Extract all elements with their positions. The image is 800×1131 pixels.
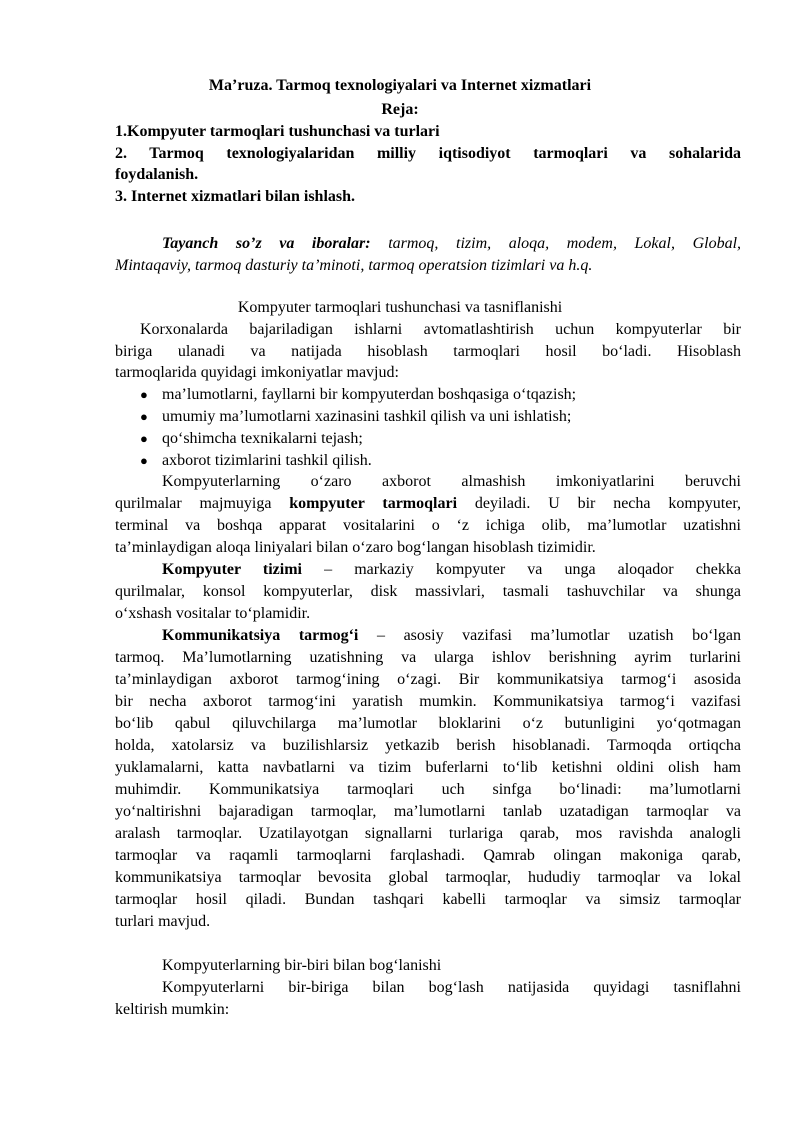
bullet-icon: ● bbox=[140, 453, 148, 468]
section1-p3-line1 bbox=[162, 560, 741, 580]
section1-p4-line: yuklamalarni, katta navbatlarni va tizim buferlarni to‘lib ketishni oldini olish ham bbox=[115, 759, 741, 776]
section1-p1-line1: Korxonalarda bajariladigan ishlarni avtomatlashtirish uchun kompyuterlar bir bbox=[140, 321, 741, 338]
text-run: qurilmalar majmuyiga bbox=[115, 495, 290, 512]
text-run: deyiladi. U bir necha kompyuter, bbox=[457, 495, 742, 512]
section1-p1-line2: biriga ulanadi va natijada hisoblash tarmoqlari hosil bo‘ladi. Hisoblash bbox=[115, 343, 741, 360]
section1-heading: Kompyuter tarmoqlari tushunchasi va tasniflanishi bbox=[237, 299, 563, 316]
plan-item-1: 1.Kompyuter tarmoqlari tushunchasi va turlari bbox=[115, 123, 440, 140]
keywords-line2: Mintaqaviy, tarmoq dasturiy ta’minoti, tarmoq operatsion tizimlari va h.q. bbox=[115, 257, 593, 274]
bullet-icon: ● bbox=[140, 409, 148, 424]
plan-item-3: 3. Internet xizmatlari bilan ishlash. bbox=[115, 188, 356, 205]
bullet-icon: ● bbox=[140, 387, 148, 402]
text-run: – markaziy kompyuter va unga aloqador chekka bbox=[302, 561, 742, 578]
keywords-label: Tayanch so’z va iboralar: bbox=[162, 235, 371, 252]
section1-p4-line: tarmoqlar va raqamli tarmoqlarni farqlashadi. Qamrab olingan makoniga qarab, bbox=[115, 847, 741, 864]
section1-p4-line: yo‘naltirishni bajaradigan tarmoqlar, ma’lumotlarni tanlab uzatadigan tarmoqlar va bbox=[115, 803, 741, 820]
plan-item-2-line1: 2. Tarmoq texnologiyalaridan milliy iqtisodiyot tarmoqlari va sohalarida bbox=[115, 145, 741, 162]
section1-p2-line3: terminal va boshqa apparat vositalarini o ‘z ichiga olib, ma’lumotlar uzatishni bbox=[115, 517, 741, 534]
bullet-icon: ● bbox=[140, 431, 148, 446]
section1-p4-line: bo‘lib qabul qiluvchilarga ma’lumotlar bloklarini o‘z butunligini yo‘qotmagan bbox=[115, 715, 741, 732]
keywords-line1 bbox=[162, 234, 741, 254]
section1-p4-line: bir necha axborot tarmog‘ini yaratish mumkin. Kommunikatsiya tarmog‘i vazifasi bbox=[115, 693, 741, 710]
section1-p4-line: kommunikatsiya tarmoqlar bevosita global tarmoqlar, hududiy tarmoqlar va lokal bbox=[115, 869, 741, 886]
section1-p1-line3: tarmoqlarida quyidagi imkoniyatlar mavjud: bbox=[115, 364, 399, 381]
plan-item-2-line2: foydalanish. bbox=[115, 166, 199, 183]
section1-p4-line: tarmoq. Ma’lumotlarning uzatishning va ularga ishlov berishning ayrim turlarini bbox=[115, 649, 741, 666]
section1-p4-line: ta’minlaydigan axborot tarmog‘ining o‘zagi. Bir kommunikatsiya tarmog‘i asosida bbox=[115, 671, 741, 688]
section1-p3-line2: qurilmalar, konsol kompyuterlar, disk massivlari, tasmali tashuvchilar va shunga bbox=[115, 583, 741, 600]
bullet-item: ma’lumotlarni, fayllarni bir kompyuterdan boshqasiga o‘tqazish; bbox=[162, 386, 577, 403]
section2-heading: Kompyuterlarning bir-biri bilan bog‘lanishi bbox=[162, 957, 442, 974]
section1-p4-line: aralash tarmoqlar. Uzatilayotgan signallarni turlariga qarab, mos ravishda analogli bbox=[115, 825, 741, 842]
term-kommunikatsiya-tarmogi: Kommunikatsiya tarmog‘i bbox=[162, 627, 359, 644]
bullet-item: umumiy ma’lumotlarni xazinasini tashkil qilish va uni ishlatish; bbox=[162, 408, 572, 425]
bullet-item: axborot tizimlarini tashkil qilish. bbox=[162, 452, 372, 469]
term-kompyuter-tarmoqlari: kompyuter tarmoqlari bbox=[289, 495, 458, 512]
keywords-text-1: tarmoq, tizim, aloqa, modem, Lokal, Global, bbox=[388, 235, 742, 252]
bullet-item: qo‘shimcha texnikalarni tejash; bbox=[162, 430, 363, 447]
section1-p4-line: tarmoqlar hosil qiladi. Bundan tashqari kabelli tarmoqlar va simsiz tarmoqlar bbox=[115, 891, 741, 908]
plan-heading: Reja: bbox=[381, 101, 419, 118]
section1-p4-line: muhimdir. Kommunikatsiya tarmoqlari uch sinfga bo‘linadi: ma’lumotlarni bbox=[115, 781, 741, 798]
term-kompyuter-tizimi: Kompyuter tizimi bbox=[162, 561, 303, 578]
section1-p4-line: holda, xatolarsiz va buzilishlarsiz yetkazib berish hisoblanadi. Tarmoqda ortiqcha bbox=[115, 737, 741, 754]
section1-p3-line3: o‘xshash vositalar to‘plamidir. bbox=[115, 605, 311, 622]
section1-p2-line4: ta’minlaydigan aloqa liniyalari bilan o‘zaro bog‘langan hisoblash tizimidir. bbox=[115, 539, 596, 556]
section1-p2-line2 bbox=[115, 494, 741, 514]
section2-p1-line1: Kompyuterlarni bir-biriga bilan bog‘lash natijasida quyidagi tasniflahni bbox=[162, 979, 741, 996]
text-run: – asosiy vazifasi ma’lumotlar uzatish bo‘lgan bbox=[358, 627, 741, 644]
section2-p1-line2: keltirish mumkin: bbox=[115, 1001, 230, 1018]
document-title: Ma’ruza. Tarmoq texnologiyalari va Internet xizmatlari bbox=[208, 77, 592, 94]
section1-p2-line1: Kompyuterlarning o‘zaro axborot almashish imkoniyatlarini beruvchi bbox=[162, 473, 741, 490]
section1-p4-line1 bbox=[162, 626, 741, 646]
section1-p4-last-line: turlari mavjud. bbox=[115, 913, 211, 930]
